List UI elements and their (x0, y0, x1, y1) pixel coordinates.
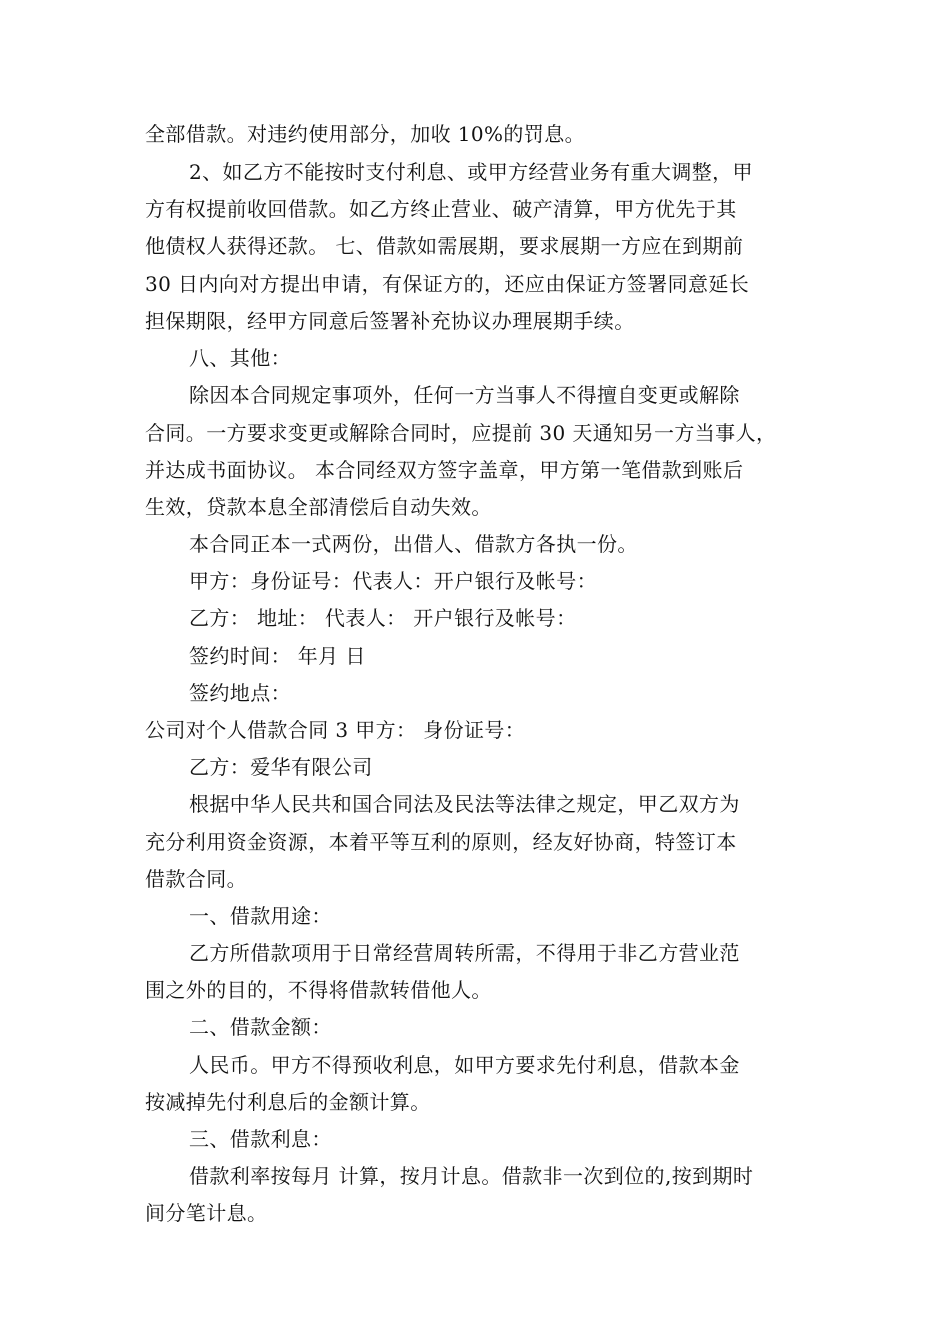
text-line-6: 担保期限，经甲方同意后签署补充协议办理展期手续。 (145, 309, 635, 333)
text-line-1: 全部借款。对违约使用部分，加收 10%的罚息。 (145, 122, 586, 146)
section-heading-other: 八、其他： (189, 346, 291, 370)
text-line-2: 2、如乙方不能按时支付利息、或甲方经营业务有重大调整，甲 (189, 160, 753, 184)
text-line-10: 并达成书面协议。 本合同经双方签字盖章，甲方第一笔借款到账后 (145, 458, 744, 482)
text-line-29: 借款利率按每月 计算，按月计息。借款非一次到位的,按到期时 (189, 1164, 754, 1188)
text-line-23: 乙方所借款项用于日常经营周转所需，不得用于非乙方营业范 (189, 941, 740, 965)
text-line-30: 间分笔计息。 (145, 1201, 268, 1225)
party-b-company-line: 乙方：爱华有限公司 (189, 755, 373, 779)
text-line-12: 本合同正本一式两份，出借人、借款方各执一份。 (189, 532, 638, 556)
text-line-3: 方有权提前收回借款。如乙方终止营业、破产清算，甲方优先于其 (145, 197, 737, 221)
text-line-20: 充分利用资金资源，本着平等互利的原则，经友好协商，特签订本 (145, 830, 737, 854)
text-line-21: 借款合同。 (145, 867, 247, 891)
text-line-5: 30 日内向对方提出申请，有保证方的，还应由保证方签署同意延长 (145, 272, 750, 296)
party-a-line: 甲方：身份证号：代表人：开户银行及帐号： (189, 569, 597, 593)
text-line-24: 围之外的目的，不得将借款转借他人。 (145, 978, 492, 1002)
text-line-9: 合同。一方要求变更或解除合同时，应提前 30 天通知另一方当事人， (145, 421, 777, 445)
section-heading-interest: 三、借款利息： (189, 1127, 332, 1151)
text-line-27: 按减掉先付利息后的金额计算。 (145, 1090, 431, 1114)
section-heading-amount: 二、借款金额： (189, 1015, 332, 1039)
party-b-line: 乙方： 地址： 代表人： 开户银行及帐号： (189, 606, 577, 630)
text-line-8: 除因本合同规定事项外，任何一方当事人不得擅自变更或解除 (189, 383, 740, 407)
text-line-26: 人民币。甲方不得预收利息，如甲方要求先付利息，借款本金 (189, 1053, 740, 1077)
section-heading-purpose: 一、借款用途： (189, 904, 332, 928)
text-line-19: 根据中华人民共和国合同法及民法等法律之规定，甲乙双方为 (189, 792, 740, 816)
text-line-11: 生效，贷款本息全部清偿后自动失效。 (145, 495, 492, 519)
signing-time-line: 签约时间： 年月 日 (189, 644, 366, 668)
text-line-4: 他债权人获得还款。 七、借款如需展期，要求展期一方应在到期前 (145, 234, 744, 258)
contract-title-line: 公司对个人借款合同 3 甲方： 身份证号： (145, 718, 526, 742)
signing-place-line: 签约地点： (189, 681, 291, 705)
